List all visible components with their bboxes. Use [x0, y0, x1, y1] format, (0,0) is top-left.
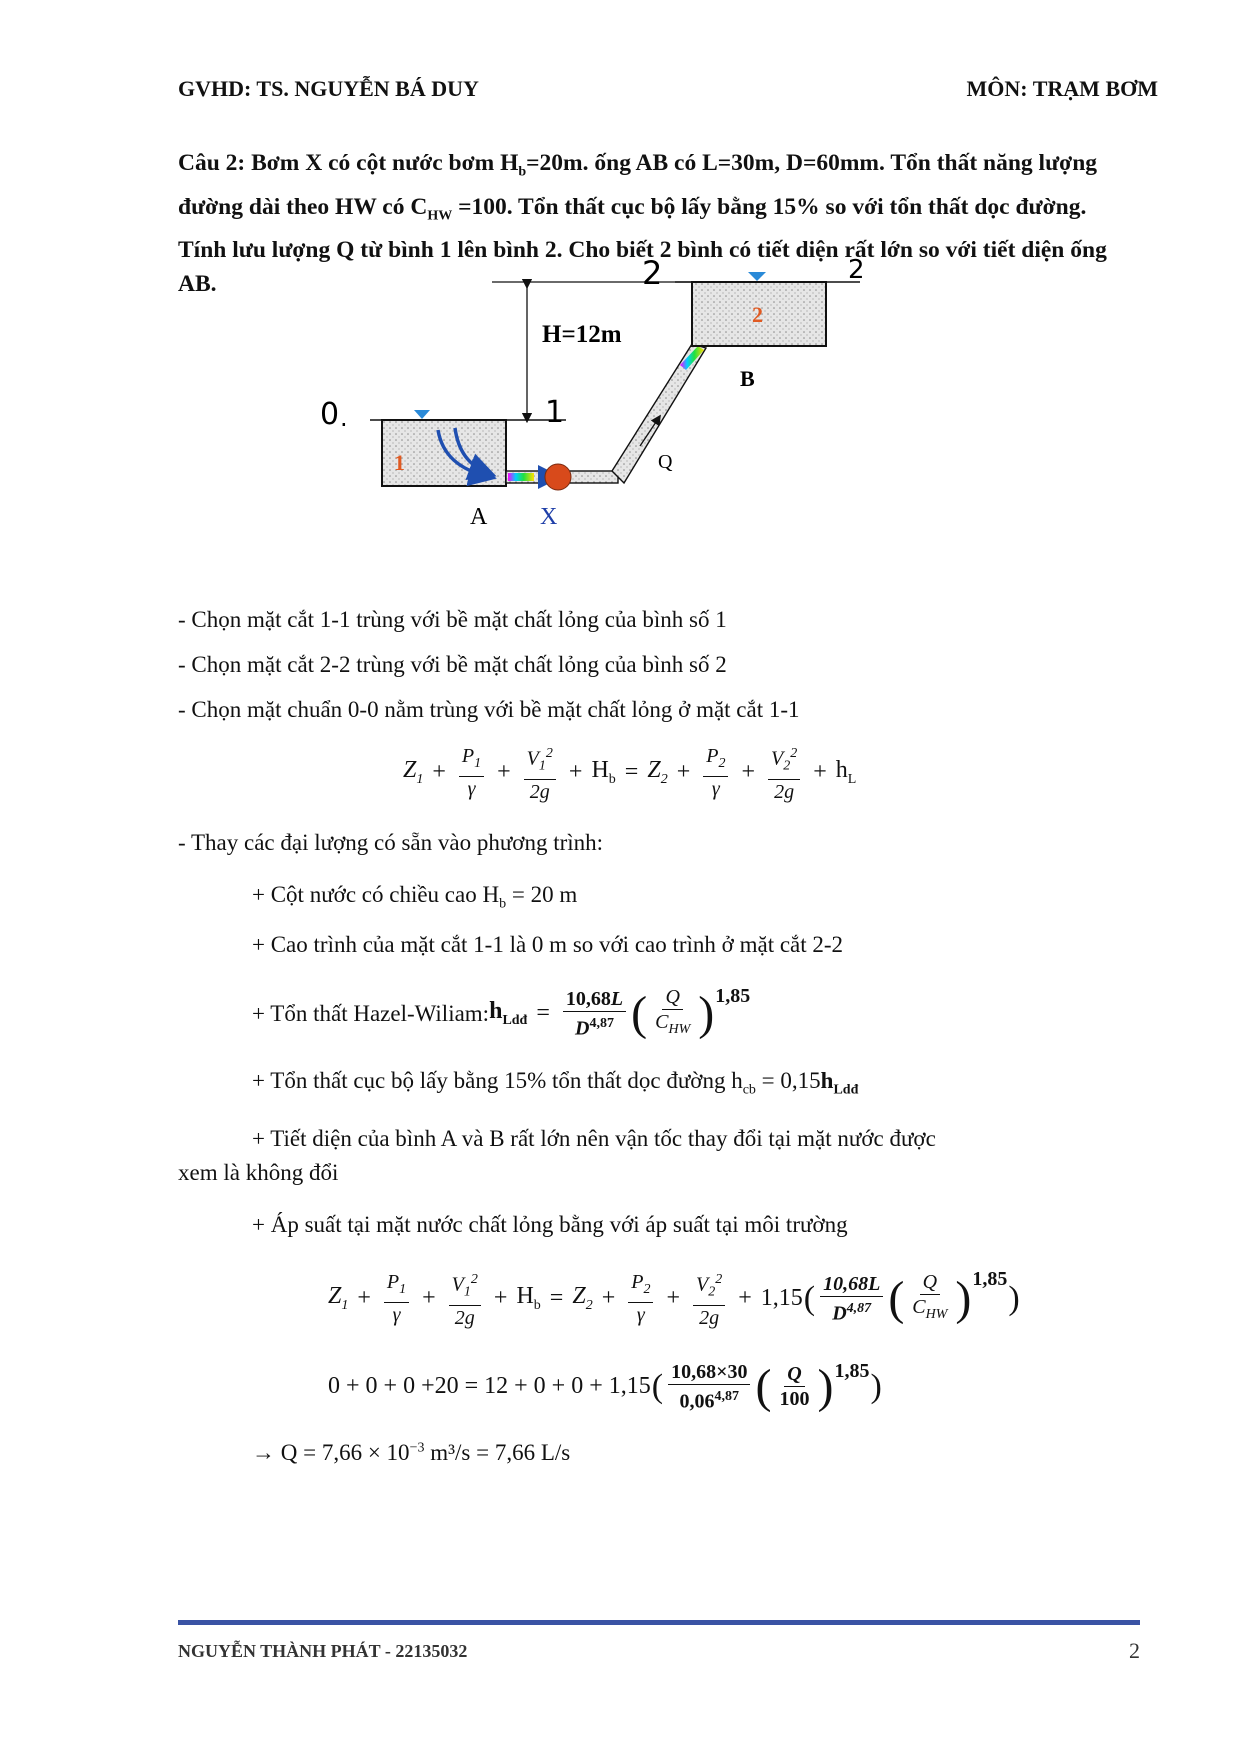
tank-2-label: 2	[752, 302, 763, 327]
bullet-pressure: + Áp suất tại mặt nước chất lỏng bằng với áp suất tại môi trường	[252, 1212, 848, 1237]
bullet-local-loss: + Tổn thất cục bộ lấy bằng 15% tổn thất dọc đường $h_{cb} = 0,15h_{Ldđ}$	[252, 1068, 859, 1098]
height-label: H=12m	[542, 321, 622, 348]
question-label: Câu 2:	[178, 150, 246, 176]
header-subject: MÔN: TRẠM BƠM	[966, 76, 1158, 101]
pump-diagram	[320, 254, 1020, 600]
section-0-label: 0	[320, 397, 340, 432]
svg-text:.: .	[340, 404, 348, 432]
pump-icon	[545, 464, 571, 490]
point-b-label: B	[740, 366, 755, 391]
footer-author: NGUYỄN THÀNH PHÁT - 22135032	[178, 1641, 468, 1661]
substitute-intro: - Thay các đại lượng có sẵn vào phương trình:	[178, 830, 604, 855]
numeric-equation: 0 + 0 + 0 +20 = 12 + 0 + 0 + 1,15 ( $\frac{10,68\times 30}{0,06^{4,87}}$ ( $\frac{Q}{100}$ ) $^{1,85}$ )	[328, 1359, 882, 1413]
point-x-label: X	[540, 504, 558, 530]
tank-1-label: 1	[394, 450, 405, 475]
bernoulli-equation: $Z_1$ + $\frac{P_1}{\gamma}$ + $\frac{V_1^2}{2g}$ + $H_b$ = $Z_2$ + $\frac{P_2}{\gamma}$ + $\frac{V_2^2}{2g}$ + $h_L$	[403, 742, 856, 804]
water-level-icon-1	[414, 410, 430, 419]
step-3: - Chọn mặt chuẩn 0-0 nằm trùng với bề mặt chất lỏng ở mặt cắt 1-1	[178, 697, 800, 722]
bullet-hazen-williams: + Tổn thất Hazel-Wiliam: $h_{Ldđ}$ = $\frac{10,68L}{D^{4,87}}$ ( $\frac{Q}{C_{HW}}$ ) $^{1,85}$	[252, 985, 751, 1040]
bullet-velocity-cont: xem là không đổi	[178, 1160, 339, 1185]
section-1-label: 1	[545, 395, 565, 430]
step-2: - Chọn mặt cắt 2-2 trùng với bề mặt chất lỏng của bình số 2	[178, 652, 727, 677]
footer-divider	[178, 1620, 1140, 1625]
page-number: 2	[1129, 1638, 1140, 1663]
step-1: - Chọn mặt cắt 1-1 trùng với bề mặt chất lỏng của bình số 1	[178, 607, 727, 632]
question-text: Câu 2: Bơm X có cột nước bơm $H_b=20m$. ống AB có L=30m, D=60mm. Tổn thất năng lượng đường dài theo HW có $C_{HW} =100$. Tổn thất cục bộ lấy bằng 15% so với tổn thất dọc đường. Tính lưu lượng Q từ bình 1 lên bình 2. Cho biết 2 bình có tiết diện rất lớn so với tiết diện ống AB.	[178, 150, 1107, 298]
point-a-label: A	[470, 504, 488, 530]
result: → $Q = 7,66 \times 10^{-3}$ m³/s = 7,66 L/s	[252, 1440, 571, 1465]
section-2-right-label: 2	[848, 255, 865, 285]
bullet-velocity: + Tiết diện của bình A và B rất lớn nên vận tốc thay đổi tại mặt nước được	[252, 1126, 936, 1151]
bullet-pump-head: + Cột nước có chiều cao $H_b = 20$ m	[252, 882, 578, 912]
flow-label: Q	[658, 451, 673, 473]
water-level-icon-2	[748, 272, 766, 281]
expanded-equation: $Z_1$ + $\frac{P_1}{\gamma}$ + $\frac{V_1^2}{2g}$ + $H_b$ = $Z_2$ + $\frac{P_2}{\gamma}$ + $\frac{V_2^2}{2g}$ + 1,15 ( $\frac{10,68L}{D^{4,87}}$ ( $\frac{Q}{C_{HW}}$ ) $^{1,85}$ )	[328, 1268, 1020, 1329]
header-instructor: GVHD: TS. NGUYỄN BÁ DUY	[178, 76, 479, 101]
section-2-left-label: 2	[642, 254, 663, 292]
bullet-elevation: + Cao trình của mặt cắt 1-1 là 0 m so với cao trình ở mặt cắt 2-2	[252, 932, 844, 957]
